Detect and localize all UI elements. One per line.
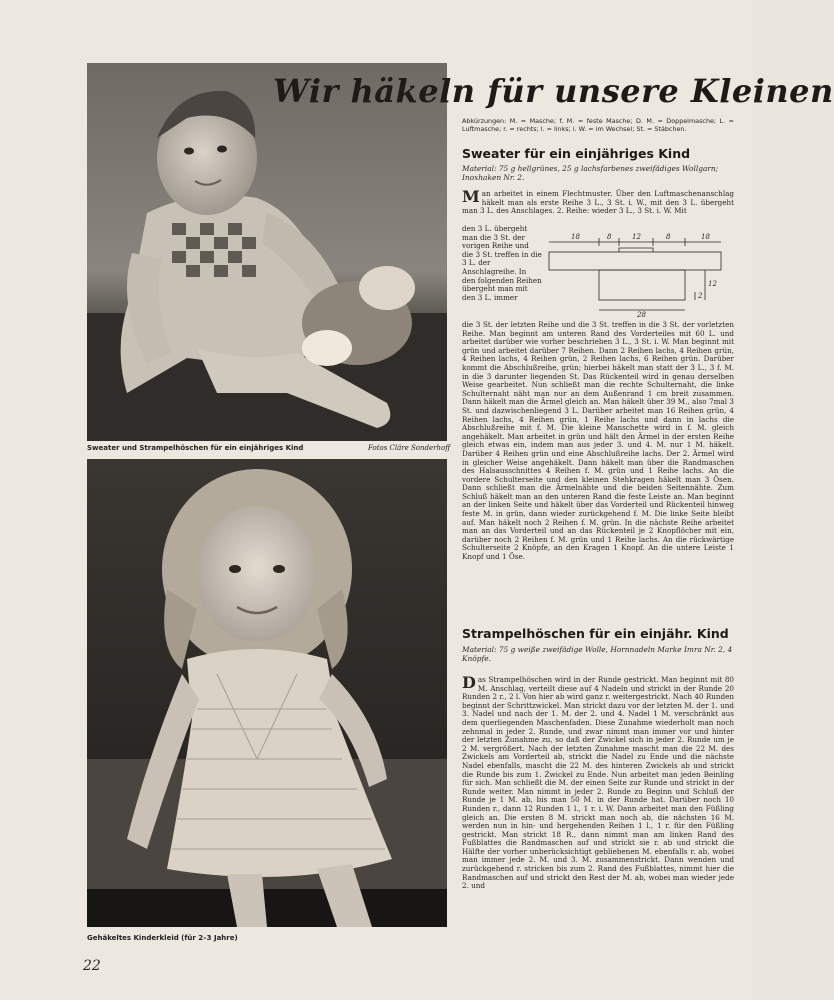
strampel-body (462, 673, 734, 891)
sweater-intro-text: an arbeitet in einem Flechtmuster. Über den Luftmaschenanschlag häkelt man als erste Reihe 3 L., 3 St. i. W., mit den 3 L. übergeht man 3 L. des Anschlages. 2. Reihe: wieder 3 L., 3 St. i. W. Mit (462, 189, 734, 216)
page-headline: Wir häkeln für unsere Kleinen (273, 72, 834, 110)
diagram-label-3: 12 (632, 233, 641, 241)
sweater-intro (462, 187, 734, 216)
diagram-label-1: 18 (571, 233, 580, 241)
photo2-caption: Gehäkeltes Kinderkleid (für 2–3 Jahre) (87, 934, 238, 942)
diagram-label-7: 2 (698, 292, 703, 300)
diagram-label-8: 28 (637, 311, 646, 319)
photo-baby-sweater (87, 63, 447, 441)
photo-credit: Fotos Cläre Sonderhoff (368, 444, 451, 452)
photo1-caption: Sweater und Strampelhöschen für ein einjähriges Kind (87, 444, 304, 452)
photo-girl-dress (87, 459, 447, 927)
strampel-body-text: as Strampelhöschen wird in der Runde gestrickt. Man beginnt mit 80 M. Anschlag, verteilt diese auf 4 Nadeln und strickt in der Runde 20 Runden 2 r., 2 l. Von hier ab wird ganz r. weitergestrickt. Nach 40 Runden beginnt der Schrittzwickel. Man strickt dazu vor der letzten M. der 1. und 3. Nadel und nach der 1. M. der 2. und 4. Nadel 1 M. verschränkt aus dem querliegenden Maschenfaden. Diese Zunahme wiederholt man noch zehnmal in jeder 2. Runde, und zwar nimmt man immer vor und hinter der letzten Zunahme zu, so daß der Zwickel sich in jeder 2. Runde um je 2 M. vergrößert. Nach der letzten Zunahme mascht man die 22 M. des Zwickels am Vorderteil ab, strickt die Nadel zu Ende und die nächste Nadel ebenfalls, mascht die 22 M. des hinteren Zwickels ab und strickt die Runde bis zum 1. Zwickel zu Ende. Nun arbeitet man jeden Beinling für sich. Man schließt die M. der einen Seite zur Runde und strickt in der Runde weiter. Man nimmt in jeder 2. Runde zu Beginn und Schluß der Runde je 1 M. ab, bis man 50 M. in der Runde hat. Darüber noch 10 Runden r., dann 12 Runden 1 l., 1 r. i. W. Dann arbeitet man den Füßling gleich an. Die ersten 8 M. strickt man noch ab, die nächsten 16 M. werden nun in hin- und hergehenden Reihen 1 l., 1 r. für den Füßling gestrickt. Man strickt 18 R., dann nimmt man am linken Rand des Fußblattes die Randmaschen auf und strickt sie r. ab und strickt die Hälfte der vorher unberücksichtigt gebliebenen M. ebenfalls r. ab, wobei man immer jede 2. M. und 3. M. zusammenstrickt. Dann wenden und zurückgehend r. stricken bis zum 2. Rand des Fußblattes, nimmt hier die Randmaschen auf und strickt den Rest der M. ab, wobei man wieder jede 2. und (462, 675, 734, 891)
sweater-body: die 3 St. der letzten Reihe und die 3 St. treffen in die 3 St. der vorletzten Reihe. Man beginnt am unteren Rand des Vorderteiles mit 60 L. und arbeitet darüber wie vorher beschrieben 3 L., 3 St. i. W. Man beginnt mit grün und arbeitet darüber 7 Reihen. Dann 2 Reihen lachs, 4 Reihen grün, 4 Reihen lachs, 4 Reihen grün, 2 Reihen lachs, 6 Reihen grün. Darüber kommt die Abschlußreihe, grün; hierbei häkelt man statt der 3 L., 3 f. M. in die 3 darunter liegenden St. Das Rückenteil wird in genau derselben Weise gearbeitet. Nun schließt man die rechte Schulternaht, die linke Schulternaht näht man nur an dem Außenrand 1 cm breit zusammen. Dann häkelt man die Ärmel gleich an. Man häkelt über 39 M., also 7mal 3 St. und dazwischenliegend 3 L. Darüber arbeitet man 16 Reihen grün, 4 Reihen lachs, 4 Reihen grün, 1 Reihe lachs und dann in lachs die Abschlußreihe mit f. M. Die kleine Manschette wird in f. M. gleich angehäkelt. Man arbeitet in grün und hält den Ärmel in der ersten Reihe gleich etwas ein, indem man aus jeder 3. und 4. M. nur 1 M. häkelt. Darüber 4 Reihen grün und eine Abschlußreihe lachs. Der 2. Ärmel wird in gleicher Weise angehäkelt. Dann häkelt man über die Randmaschen des Halsausschnittes 4 Reihen f. M. grün und 1 Reihe lachs. An die vordere Schulterseite und den kleinen Stehkragen häkelt man 3 Ösen. Dann schließt man die Ärmelnähte und die beiden Seitennähte. Zum Schluß häkelt man an den unteren Rand die feste Leiste an. Man beginnt an der linken Seite und häkelt über das Vorderteil und Rückenteil hinweg feste M. in grün, dann wieder zurückgehend f. M. Die linke Seite bleibt auf. Man häkelt noch 2 Reihen f. M. grün. In die nächste Reihe arbeitet man an das Vorderteil und an das Rückenteil je 2 Knopflöcher mit ein, darüber noch 2 Reihen f. M. grün und 1 Reihe lachs. An die rückwärtige Schulterseite 2 Knöpfe, an den Kragen 1 Knopf. An die untere Leiste 1 Knopf und 1 Öse. (462, 320, 734, 562)
sweater-material: Material: 75 g hellgrünes, 25 g lachsfarbenes zweifädiges Wollgarn; Inoxhaken Nr. 2. (462, 164, 719, 182)
diagram-label-4: 8 (666, 233, 671, 241)
abbreviations: Abkürzungen: M. = Masche; f. M. = feste Masche; D. M. = Doppelmasche; L. = Luftmasche; r. = rechts; l. = links; i. W. = im Wechsel; St. = Stäbchen. (462, 117, 734, 133)
dropcap-d: D (462, 673, 476, 692)
dropcap-m: M (462, 187, 480, 206)
sweater-schematic (545, 230, 733, 318)
strampel-material: Material: 75 g weiße zweifädige Wolle, Hornnadeln Marke Imra Nr. 2, 4 Knöpfe. (462, 645, 733, 663)
diagram-label-2: 8 (607, 233, 612, 241)
diagram-label-6: 12 (708, 280, 717, 288)
sweater-narrow-text: den 3 L. übergeht man die 3 St. der vorigen Reihe und die 3 St. treffen in die 3 L. der Anschlagreihe. In den folgenden Reihen übergeht man mit den 3 L. immer (462, 224, 542, 302)
sweater-title: Sweater für ein einjähriges Kind (462, 146, 691, 161)
strampel-title: Strampelhöschen für ein einjähr. Kind (462, 626, 729, 641)
diagram-label-5: 18 (701, 233, 710, 241)
page-number: 22 (83, 958, 101, 974)
